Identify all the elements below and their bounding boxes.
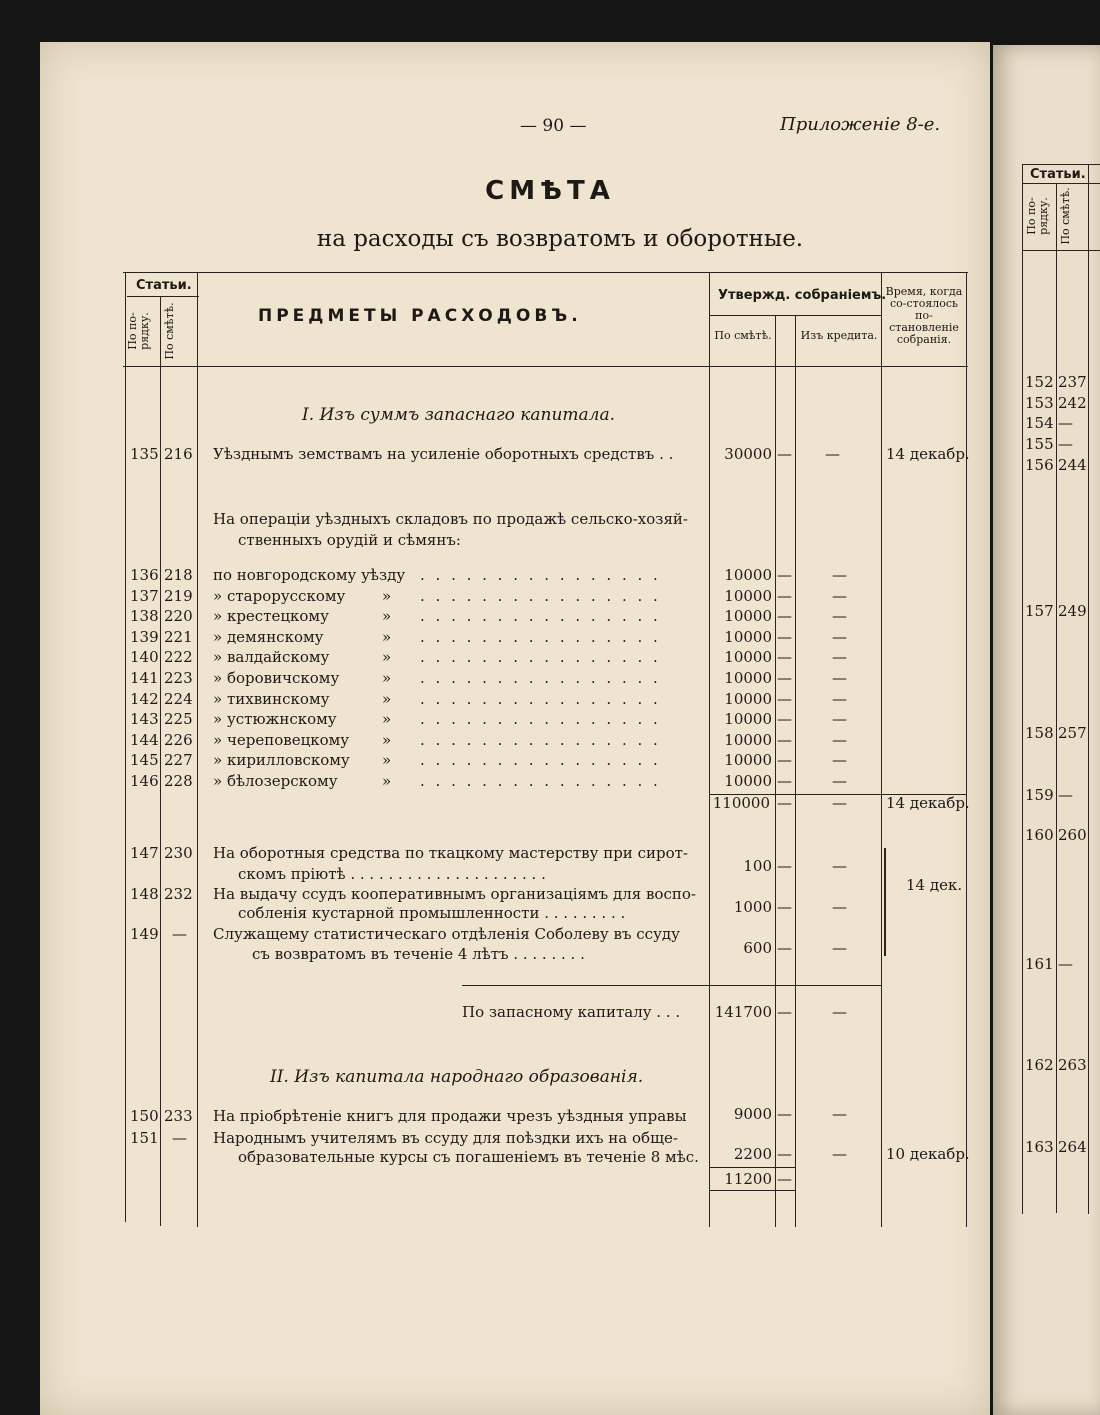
- next-estimate-number: —: [1058, 955, 1073, 973]
- ditto-mark: »: [382, 607, 392, 625]
- col-vremya: Время, когда со-стоялось по-становленiе собранiя.: [885, 285, 963, 346]
- district-name: » валдайскому: [213, 648, 330, 666]
- table-header-bottom: [123, 366, 968, 367]
- ditto-mark: »: [382, 628, 392, 646]
- col-po-smete-2: По смѣтѣ.: [714, 329, 772, 342]
- ditto-mark: »: [382, 669, 392, 687]
- col-po-poryadku: По по-рядку.: [126, 312, 151, 350]
- item-text: образовательные курсы съ погашенiемъ въ теченiе 8 мѣс.: [238, 1148, 699, 1166]
- row-number: 141: [130, 669, 159, 687]
- next-estimate-number: 237: [1058, 373, 1087, 391]
- next-row-number: 162: [1025, 1056, 1054, 1074]
- leader-dots: . . . . . . . . . . . . . . . .: [420, 628, 661, 646]
- estimate-number: 224: [164, 690, 193, 708]
- row-number: 148: [130, 885, 159, 903]
- dash: —: [832, 607, 847, 625]
- row-number: 138: [130, 607, 159, 625]
- leader-dots: . . . . . . . . . . . . . . . .: [420, 648, 661, 666]
- district-name: » череповецкому: [213, 731, 350, 749]
- ditto-mark: »: [382, 710, 392, 728]
- item-text: Народнымъ учителямъ въ ссуду для поѣздки ихъ на обще-: [213, 1129, 678, 1147]
- subtotal-sum: 110000: [712, 794, 770, 812]
- estimate-number: 232: [164, 885, 193, 903]
- item-text: На операцiи уѣздныхъ складовъ по продажѣ сельско-хозяй-: [213, 510, 688, 528]
- estimate-number: 233: [164, 1107, 193, 1125]
- table-top-border: [123, 272, 968, 273]
- row-number: 142: [130, 690, 159, 708]
- item-text: ственныхъ орудiй и сѣмянъ:: [238, 531, 461, 549]
- district-name: » боровичскому: [213, 669, 340, 687]
- leader-dots: . . . . . . . . . . . . . . . .: [420, 669, 661, 687]
- next-estimate-number: 257: [1058, 724, 1087, 742]
- ditto-mark: »: [382, 772, 392, 790]
- leader-dots: . . . . . . . . . . . . . . . .: [420, 587, 661, 605]
- dash: —: [832, 731, 847, 749]
- district-name: » бѣлозерскому: [213, 772, 338, 790]
- sum: 10000: [724, 628, 772, 646]
- next-row-number: 156: [1025, 456, 1054, 474]
- dash: —: [832, 751, 847, 769]
- row-number: 135: [130, 445, 159, 463]
- dash: —: [832, 690, 847, 708]
- estimate-number: 218: [164, 566, 193, 584]
- sum: 2200: [733, 1145, 772, 1163]
- sum: 1000: [733, 898, 772, 916]
- district-name: » демянскому: [213, 628, 324, 646]
- estimate-number: 225: [164, 710, 193, 728]
- sum: 30000: [724, 445, 772, 463]
- item-text: скомъ прiютѣ . . . . . . . . . . . . . . . . . . . . .: [238, 865, 546, 883]
- sum: 10000: [724, 669, 772, 687]
- leader-dots: . . . . . . . . . . . . . . . .: [420, 710, 661, 728]
- estimate-number: 221: [164, 628, 193, 646]
- estimate-number: 228: [164, 772, 193, 790]
- row-number: 136: [130, 566, 159, 584]
- sum: 10000: [724, 731, 772, 749]
- decision-date: 14 декабр.: [886, 794, 970, 812]
- district-name: » устюжнскому: [213, 710, 337, 728]
- row-number: 143: [130, 710, 159, 728]
- next-row-number: 158: [1025, 724, 1054, 742]
- document-title: СМѢТА: [485, 176, 615, 206]
- row-number: 149: [130, 925, 159, 943]
- brace: [884, 848, 888, 956]
- district-name: » тихвинскому: [213, 690, 330, 708]
- item-text: собленiя кустарной промышленности . . . . . . . . .: [238, 904, 626, 922]
- next-estimate-number: —: [1058, 435, 1073, 453]
- next-estimate-number: —: [1058, 786, 1073, 804]
- dash: —: [777, 648, 792, 666]
- next-row-number: 163: [1025, 1138, 1054, 1156]
- dash: —: [832, 669, 847, 687]
- leader-dots: . . . . . . . . . . . . . . . .: [420, 566, 661, 584]
- col-po-smete: По смѣтѣ.: [163, 302, 176, 360]
- next-col-po-smete: По смѣтѣ.: [1059, 187, 1072, 245]
- dash: —: [777, 628, 792, 646]
- dash: —: [777, 607, 792, 625]
- sum: 9000: [733, 1105, 772, 1123]
- row-number: 137: [130, 587, 159, 605]
- estimate-number: 223: [164, 669, 193, 687]
- district-name: » кирилловскому: [213, 751, 350, 769]
- next-col-stati: Статьи.: [1030, 167, 1086, 182]
- total-sum: 11200: [724, 1170, 772, 1188]
- sum: 10000: [724, 751, 772, 769]
- item-text: На оборотныя средства по ткацкому мастерству при сирот-: [213, 844, 688, 862]
- next-row-number: 152: [1025, 373, 1054, 391]
- dash: —: [777, 751, 792, 769]
- row-number: 144: [130, 731, 159, 749]
- estimate-number: 219: [164, 587, 193, 605]
- leader-dots: . . . . . . . . . . . . . . . .: [420, 731, 661, 749]
- row-number: 145: [130, 751, 159, 769]
- row-number: 151: [130, 1129, 159, 1147]
- dash: —: [832, 566, 847, 584]
- ditto-mark: »: [382, 587, 392, 605]
- col-stati: Статьи.: [136, 278, 192, 293]
- leader-dots: . . . . . . . . . . . . . . . .: [420, 751, 661, 769]
- dash: —: [832, 772, 847, 790]
- item-text: Служащему статистическаго отдѣленiя Соболеву въ ссуду: [213, 925, 680, 943]
- next-row-number: 153: [1025, 394, 1054, 412]
- leader-dots: . . . . . . . . . . . . . . . .: [420, 772, 661, 790]
- sum: 10000: [724, 648, 772, 666]
- dash: —: [777, 566, 792, 584]
- page-number: — 90 —: [520, 116, 587, 136]
- dash: —: [777, 690, 792, 708]
- next-row-number: 155: [1025, 435, 1054, 453]
- item-text: Уѣзднымъ земствамъ на усиленiе оборотныхъ средствъ . .: [213, 445, 674, 463]
- next-estimate-number: 263: [1058, 1056, 1087, 1074]
- row-number: 139: [130, 628, 159, 646]
- next-row-number: 161: [1025, 955, 1054, 973]
- next-estimate-number: 242: [1058, 394, 1087, 412]
- total-label: По запасному капиталу . . .: [462, 1003, 681, 1021]
- ditto-mark: »: [382, 731, 392, 749]
- dash: —: [777, 710, 792, 728]
- sum: 10000: [724, 772, 772, 790]
- sum: 10000: [724, 710, 772, 728]
- next-row-number: 157: [1025, 602, 1054, 620]
- next-row-number: 160: [1025, 826, 1054, 844]
- ditto-mark: »: [382, 648, 392, 666]
- ditto-mark: »: [382, 751, 392, 769]
- decision-date: 14 дек.: [906, 876, 963, 894]
- next-row-number: 154: [1025, 414, 1054, 432]
- ditto-mark: »: [382, 690, 392, 708]
- item-text: На прiобрѣтенiе книгъ для продажи чрезъ уѣздныя управы: [213, 1107, 687, 1125]
- section-heading: I. Изъ суммъ запаснаго капитала.: [302, 405, 616, 425]
- next-estimate-number: 249: [1058, 602, 1087, 620]
- col-utverzhd: Утвержд. собранiемъ.: [718, 288, 887, 303]
- sum: 10000: [724, 607, 772, 625]
- leader-dots: . . . . . . . . . . . . . . . .: [420, 607, 661, 625]
- next-col-po-poryadku: По по-рядку.: [1025, 197, 1050, 235]
- leader-dots: . . . . . . . . . . . . . . . .: [420, 690, 661, 708]
- row-number: 147: [130, 844, 159, 862]
- dash: —: [832, 587, 847, 605]
- estimate-number: 220: [164, 607, 193, 625]
- estimate-number: —: [172, 1129, 187, 1147]
- dash: —: [832, 710, 847, 728]
- appendix-label: Приложенiе 8-е.: [780, 114, 941, 135]
- total-sum: 141700: [714, 1003, 772, 1021]
- row-number: 146: [130, 772, 159, 790]
- district-name: по новгородскому уѣзду: [213, 566, 406, 584]
- sum: 600: [743, 939, 772, 957]
- row-number: 150: [130, 1107, 159, 1125]
- document-subtitle: на расходы съ возвратомъ и оборотные.: [316, 226, 804, 252]
- item-text: съ возвратомъ въ теченiе 4 лѣтъ . . . . . . . .: [252, 945, 585, 963]
- item-text: На выдачу ссудъ кооперативнымъ организацiямъ для воспо-: [213, 885, 696, 903]
- next-estimate-number: 264: [1058, 1138, 1087, 1156]
- sum: 100: [743, 857, 772, 875]
- district-name: » старорусскому: [213, 587, 346, 605]
- estimate-number: —: [172, 925, 187, 943]
- col-predmety: ПРЕДМЕТЫ РАСХОДОВЪ.: [258, 306, 582, 326]
- dash: —: [777, 731, 792, 749]
- estimate-number: 227: [164, 751, 193, 769]
- sum: 10000: [724, 587, 772, 605]
- row-number: 140: [130, 648, 159, 666]
- sum: 10000: [724, 566, 772, 584]
- dash: —: [777, 772, 792, 790]
- decision-date: 14 декабр.: [886, 445, 970, 463]
- estimate-number: 216: [164, 445, 193, 463]
- district-name: » крестецкому: [213, 607, 329, 625]
- estimate-number: 226: [164, 731, 193, 749]
- next-estimate-number: —: [1058, 414, 1073, 432]
- decision-date: 10 декабр.: [886, 1145, 970, 1163]
- dash: —: [832, 628, 847, 646]
- dash: —: [777, 587, 792, 605]
- estimate-number: 222: [164, 648, 193, 666]
- next-estimate-number: 244: [1058, 456, 1087, 474]
- dash: —: [777, 669, 792, 687]
- next-estimate-number: 260: [1058, 826, 1087, 844]
- sum: 10000: [724, 690, 772, 708]
- next-row-number: 159: [1025, 786, 1054, 804]
- col-iz-kredita: Изъ кредита.: [800, 329, 878, 342]
- section-heading: II. Изъ капитала народнаго образованiя.: [270, 1067, 644, 1087]
- estimate-number: 230: [164, 844, 193, 862]
- dash: —: [832, 648, 847, 666]
